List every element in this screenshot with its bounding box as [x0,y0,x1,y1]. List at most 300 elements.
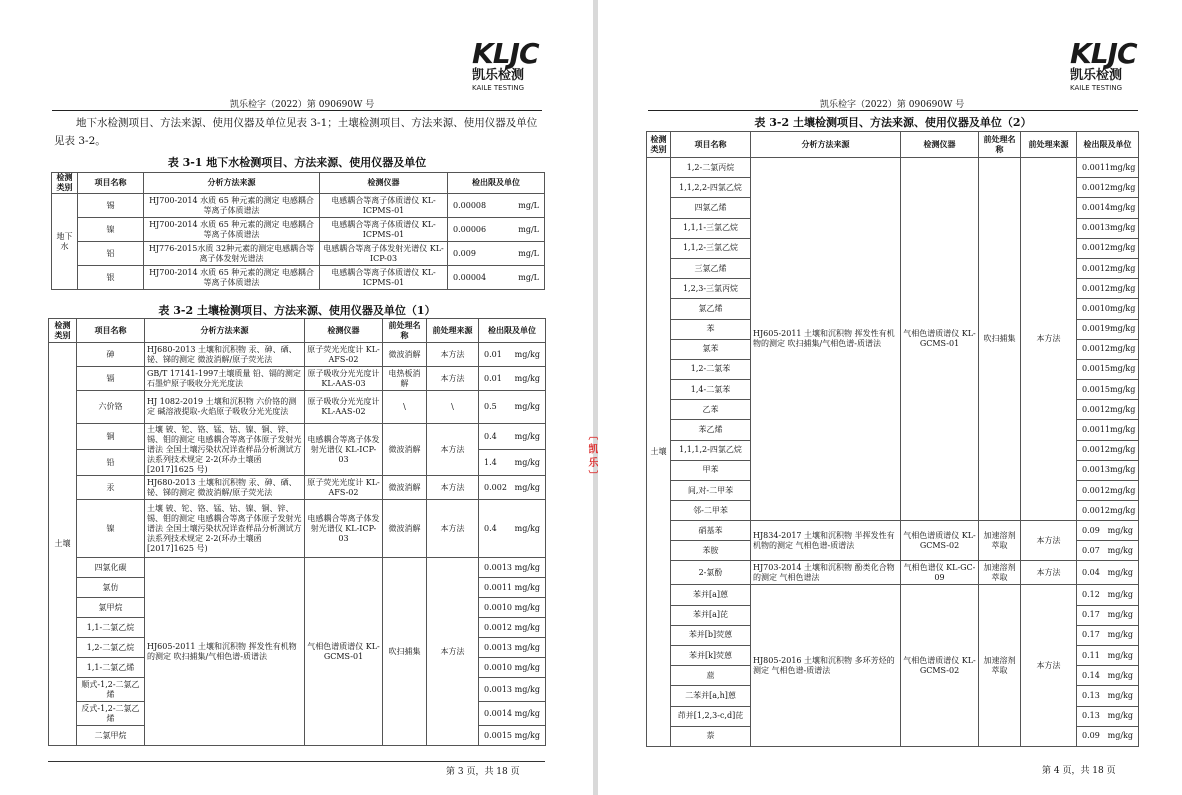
logo-en: KAILE TESTING [1070,84,1123,92]
item-cell: 铝 [78,242,144,266]
limit-wrap [1079,506,1136,516]
table-row [49,343,546,367]
limit-unit: mg/kg [1110,303,1136,313]
method-cell: HJ605-2011 土壤和沉积物 挥发性有机物的测定 吹扫捕集/气相色谱-质谱法 [751,158,901,521]
seal-stamp-fragment: 〔 凯 乐 〕 [586,430,597,481]
table-row [49,391,546,424]
limit-unit: mg/kg [514,662,540,672]
limit-cell [479,391,546,424]
instrument-cell: 原子吸收分光光度计KL-AAS-03 [305,367,383,391]
limit-unit: mg/kg [1110,404,1136,414]
limit-wrap [1079,526,1136,536]
limit-wrap [1079,203,1136,213]
limit-unit: mg/kg [1110,283,1136,293]
limit-wrap [1079,486,1136,496]
limit-unit: mg/kg [514,622,540,632]
header-rule [52,110,542,111]
intro-paragraph: 地下水检测项目、方法来源、使用仪器及单位见表 3-1；土壤检测项目、方法来源、使用仪器及单位见表 3-2。 [54,117,538,147]
limit-cell [1077,605,1139,625]
limit-cell [479,476,546,500]
limit-cell [479,424,546,450]
logo-en: KAILE TESTING [472,84,525,92]
limit-value: 0.0012 [1082,344,1110,354]
method-cell: HJ776-2015水质 32种元素的测定电感耦合等离子体发射光谱法 [144,242,320,266]
header-cell: 项目名称 [77,319,145,343]
report-number: 凯乐检字（2022）第 090690W 号 [230,100,375,110]
limit-wrap [481,643,543,653]
limit-value: 1.4 [484,457,497,467]
limit-wrap [1079,284,1136,294]
table-row [52,266,545,290]
limit-value: 0.09 [1082,731,1100,741]
limit-value: 0.00004 [453,272,487,282]
table-header-row [49,319,546,343]
limit-wrap [1079,183,1136,193]
limit-wrap [481,458,543,468]
method-cell: HJ834-2017 土壤和沉积物 半挥发性有机物的测定 气相色谱-质谱法 [751,521,901,561]
company-logo [1070,37,1137,93]
limit-cell [479,598,546,618]
limit-unit: mg/kg [1107,567,1133,577]
pretreatment-source-cell: 本方法 [427,367,479,391]
table-header-row [647,132,1139,158]
item-cell: 苯并[b]荧蒽 [671,625,751,645]
instrument-cell: 电感耦合等离子体质谱仪 KL-ICPMS-01 [320,194,448,218]
limit-wrap [1079,425,1136,435]
limit-value: 0.0015 [484,730,512,740]
table-row [49,500,546,558]
item-cell: 1,1,2,2-四氯乙烷 [671,178,751,198]
limit-cell [1077,258,1139,278]
item-cell: 1,1,1,2-四氯乙烷 [671,440,751,460]
table-3-1 [51,172,545,290]
limit-unit: mg/L [518,200,539,210]
limit-cell [1077,198,1139,218]
limit-value: 0.0013 [484,562,512,572]
limit-cell [1077,460,1139,480]
pretreatment-source-cell: 本方法 [1021,585,1077,747]
limit-wrap [450,273,542,283]
pretreatment-name-cell: 吹扫捕集 [979,158,1021,521]
limit-wrap [450,201,542,211]
category-cell: 土壤 [49,343,77,746]
limit-wrap [1079,651,1136,661]
limit-unit: mg/kg [1107,630,1133,640]
table-header-row [52,173,545,194]
limit-unit: mg/kg [1107,610,1133,620]
limit-cell [479,702,546,726]
method-cell: HJ805-2016 土壤和沉积物 多环芳烃的测定 气相色谱-质谱法 [751,585,901,747]
header-cell: 分析方法来源 [144,173,320,194]
limit-unit: mg/kg [1110,445,1136,455]
limit-value: 0.0010 [484,662,512,672]
limit-unit: mg/kg [1107,670,1133,680]
limit-cell [1077,686,1139,706]
limit-unit: mg/kg [1107,690,1133,700]
item-cell: 2-氯酚 [671,561,751,585]
pretreatment-name-cell: 加速溶剂萃取 [979,585,1021,747]
pretreatment-source-cell: 本方法 [1021,561,1077,585]
limit-cell [1077,420,1139,440]
table-3-2-part2 [646,131,1139,747]
limit-unit: mg/kg [514,602,540,612]
header-cell: 项目名称 [671,132,751,158]
limit-value: 0.0011 [1082,162,1110,172]
item-cell: 六价铬 [77,391,145,424]
limit-wrap [481,603,543,613]
limit-wrap [1079,445,1136,455]
limit-wrap [481,432,543,442]
limit-unit: mg/kg [1110,182,1136,192]
limit-cell [479,343,546,367]
pretreatment-name-cell: 电热板消解 [383,367,427,391]
limit-cell [479,638,546,658]
method-cell: HJ700-2014 水质 65 种元素的测定 电感耦合等离子体质谱法 [144,266,320,290]
limit-wrap [1079,691,1136,701]
limit-cell [1077,440,1139,460]
limit-wrap [1079,304,1136,314]
page-4 [598,0,1182,795]
item-cell: 1,1-二氯乙烷 [77,618,145,638]
item-cell: 苯并[k]荧蒽 [671,645,751,665]
limit-value: 0.0012 [1082,283,1110,293]
limit-value: 0.0012 [1082,243,1110,253]
table-3-2a-caption: 表 3-2 土壤检测项目、方法来源、使用仪器及单位（1） [158,304,436,317]
limit-cell [448,194,545,218]
limit-value: 0.01 [484,349,502,359]
limit-value: 0.17 [1082,630,1100,640]
limit-unit: mg/kg [1110,425,1136,435]
limit-wrap [481,709,543,719]
limit-unit: mg/kg [514,582,540,592]
item-cell: 铜 [77,424,145,450]
header-cell: 前处理来源 [1021,132,1077,158]
limit-wrap [1079,630,1136,640]
limit-value: 0.09 [1082,525,1100,535]
limit-unit: mg/kg [514,349,540,359]
item-cell: 银 [78,266,144,290]
limit-wrap [481,483,543,493]
item-cell: 1,2-二氯丙烷 [671,158,751,178]
limit-wrap [1079,264,1136,274]
limit-wrap [1079,344,1136,354]
limit-cell [1077,521,1139,541]
item-cell: 二氯甲烷 [77,726,145,746]
limit-wrap [1079,465,1136,475]
limit-value: 0.0019 [1082,324,1110,334]
header-cell: 检出限及单位 [1077,132,1139,158]
pretreatment-name-cell: 加速溶剂萃取 [979,521,1021,561]
report-number: 凯乐检字（2022）第 090690W 号 [820,100,965,110]
table-row [52,194,545,218]
limit-unit: mg/kg [1110,364,1136,374]
pretreatment-name-cell: \ [383,391,427,424]
pretreatment-source-cell: 本方法 [427,500,479,558]
item-cell: 砷 [77,343,145,367]
limit-unit: mg/kg [1107,711,1133,721]
item-cell: 邻-二甲苯 [671,501,751,521]
limit-unit: mg/kg [514,457,540,467]
pretreatment-source-cell: 本方法 [427,476,479,500]
limit-unit: mg/kg [1110,202,1136,212]
item-cell: 䓛 [671,666,751,686]
header-cell: 检测仪器 [320,173,448,194]
limit-unit: mg/kg [1107,731,1133,741]
limit-value: 0.11 [1082,650,1100,660]
limit-cell [1077,481,1139,501]
limit-wrap [1079,163,1136,173]
limit-value: 0.17 [1082,610,1100,620]
item-cell: 汞 [77,476,145,500]
limit-wrap [1079,405,1136,415]
limit-unit: mg/L [518,224,539,234]
category-cell: 地下水 [52,194,78,290]
limit-unit: mg/kg [514,523,540,533]
limit-value: 0.0015 [1082,384,1110,394]
limit-value: 0.0015 [1082,364,1110,374]
limit-unit: mg/L [518,272,539,282]
limit-unit: mg/kg [514,373,540,383]
table-row [647,521,1139,541]
header-cell: 检出限及单位 [479,319,546,343]
instrument-cell: 电感耦合等离子体发射光谱仪 KL-ICP-03 [320,242,448,266]
pretreatment-source-cell: 本方法 [1021,521,1077,561]
limit-cell [1077,561,1139,585]
table-3-2-part1 [48,318,546,746]
item-cell: 乙苯 [671,400,751,420]
method-cell: 土壤 铍、铊、铬、锰、钴、镍、铜、锌、锡、钼的测定 电感耦合等离子体原子发射光谱法 全国土壤污染状况详查样品分析测试方法系列技术规定 2-2(环办土壤函[2017]1625 号) [145,424,305,476]
limit-cell [1077,218,1139,238]
limit-unit: mg/kg [514,431,540,441]
item-cell: 氯乙烯 [671,299,751,319]
instrument-cell: 电感耦合等离子体发射光谱仪 KL-ICP-03 [305,500,383,558]
pretreatment-source-cell: 本方法 [427,558,479,746]
limit-unit: mg/kg [514,642,540,652]
limit-cell [1077,666,1139,686]
item-cell: 四氯乙烯 [671,198,751,218]
limit-value: 0.14 [1082,670,1100,680]
limit-value: 0.0012 [1082,263,1110,273]
instrument-cell: 原子荧光光度计 KL-AFS-02 [305,343,383,367]
pretreatment-name-cell: 微波消解 [383,424,427,476]
item-cell: 1,2,3-三氯丙烷 [671,279,751,299]
limit-cell [479,618,546,638]
limit-cell [448,242,545,266]
limit-value: 0.0013 [1082,223,1110,233]
table-row [49,424,546,450]
limit-value: 0.00008 [453,200,487,210]
instrument-cell: 电感耦合等离子体质谱仪 KL-ICPMS-01 [320,266,448,290]
item-cell: 间,对-二甲苯 [671,481,751,501]
item-cell: 镍 [77,500,145,558]
item-cell: 顺式-1,2-二氯乙烯 [77,678,145,702]
limit-cell [1077,299,1139,319]
limit-cell [479,658,546,678]
limit-value: 0.5 [484,402,497,411]
method-cell: HJ680-2013 土壤和沉积物 汞、砷、硒、铋、锑的测定 微波消解/原子荧光法 [145,343,305,367]
limit-cell [1077,585,1139,605]
table-row [647,585,1139,605]
table-row [49,558,546,578]
limit-wrap [1079,243,1136,253]
limit-unit: mg/kg [1107,589,1133,599]
limit-unit: mg/kg [1110,263,1136,273]
limit-cell [1077,178,1139,198]
instrument-cell: 原子吸收分光光度计 KL-AAS-02 [305,391,383,424]
item-cell: 茚并[1,2,3-c,d]芘 [671,706,751,726]
pretreatment-name-cell: 吹扫捕集 [383,558,427,746]
logo-mark: KLJC [1070,37,1137,70]
limit-cell [1077,158,1139,178]
instrument-cell: 原子荧光光度计 KL-AFS-02 [305,476,383,500]
method-cell: HJ700-2014 水质 65 种元素的测定 电感耦合等离子体质谱法 [144,194,320,218]
limit-cell [1077,380,1139,400]
pretreatment-name-cell: 微波消解 [383,343,427,367]
limit-wrap [481,663,543,673]
limit-unit: mg/kg [1110,465,1136,475]
header-cell: 检测类别 [647,132,671,158]
limit-unit: mg/kg [514,684,540,694]
limit-value: 0.009 [453,248,476,258]
limit-unit: mg/kg [1110,162,1136,172]
item-cell: 苯并[a]芘 [671,605,751,625]
table-3-1-caption: 表 3-1 地下水检测项目、方法来源、使用仪器及单位 [167,156,427,169]
limit-wrap [481,563,543,573]
instrument-cell: 气相色谱质谱仪 KL-GCMS-02 [901,585,979,747]
item-cell: 苯 [671,319,751,339]
limit-cell [1077,238,1139,258]
limit-unit: mg/kg [514,730,540,740]
header-cell: 检测类别 [49,319,77,343]
limit-value: 0.0012 [484,622,512,632]
limit-value: 0.13 [1082,711,1100,721]
limit-cell [1077,319,1139,339]
limit-unit: mg/kg [1107,650,1133,660]
limit-value: 0.13 [1082,690,1100,700]
limit-cell [1077,541,1139,561]
item-cell: 氯甲烷 [77,598,145,618]
item-cell: 1,4-二氯苯 [671,380,751,400]
page-footer: 第 3 页，共 18 页 [446,767,520,777]
limit-wrap [1079,546,1136,556]
limit-wrap [1079,324,1136,334]
limit-unit: mg/kg [1107,545,1133,555]
limit-cell [1077,279,1139,299]
limit-wrap [450,225,542,235]
pretreatment-source-cell: \ [427,391,479,424]
category-cell: 土壤 [647,158,671,747]
method-cell: HJ703-2014 土壤和沉积物 酚类化合物的测定 气相色谱法 [751,561,901,585]
method-cell: HJ680-2013 土壤和沉积物 汞、砷、硒、铋、锑的测定 微波消解/原子荧光法 [145,476,305,500]
table-row [49,476,546,500]
limit-value: 0.4 [484,523,497,533]
limit-wrap [1079,610,1136,620]
method-cell: 土壤 铍、铊、铬、锰、钴、镍、铜、锌、锡、钼的测定 电感耦合等离子体原子发射光谱法 全国土壤污染状况详查样品分析测试方法系列技术规定 2-2(环办土壤函[2017]1625 号) [145,500,305,558]
item-cell: 镍 [78,218,144,242]
limit-wrap [481,623,543,633]
limit-wrap [1079,385,1136,395]
item-cell: 二苯并[a,h]蒽 [671,686,751,706]
table-row [52,218,545,242]
company-logo [472,37,539,93]
limit-unit: mg/kg [514,562,540,572]
limit-unit: mg/kg [1110,505,1136,515]
header-cell: 前处理名称 [979,132,1021,158]
header-cell: 检测仪器 [305,319,383,343]
pretreatment-source-cell: 本方法 [1021,158,1077,521]
item-cell: 萘 [671,726,751,746]
limit-value: 0.0012 [1082,445,1110,455]
method-cell: GB/T 17141-1997土壤质量 铅、镉的测定 石墨炉原子吸收分光光度法 [145,367,305,391]
limit-cell [479,367,546,391]
table-row [49,367,546,391]
pretreatment-source-cell: 本方法 [427,424,479,476]
limit-wrap [1079,364,1136,374]
header-cell: 检测仪器 [901,132,979,158]
limit-value: 0.01 [484,373,502,383]
limit-unit: mg/kg [1107,525,1133,535]
item-cell: 三氯乙烯 [671,258,751,278]
pretreatment-source-cell: 本方法 [427,343,479,367]
footer-rule [48,761,545,762]
item-cell: 四氯化碳 [77,558,145,578]
limit-cell [448,266,545,290]
limit-cell [1077,645,1139,665]
limit-cell [479,558,546,578]
instrument-cell: 气相色谱仪 KL-GC-09 [901,561,979,585]
method-cell: HJ700-2014 水质 65 种元素的测定 电感耦合等离子体质谱法 [144,218,320,242]
page-footer: 第 4 页，共 18 页 [1042,766,1116,776]
instrument-cell: 电感耦合等离子体发射光谱仪 KL-ICP-03 [305,424,383,476]
method-cell: HJ605-2011 土壤和沉积物 挥发性有机物的测定 吹扫捕集/气相色谱-质谱法 [145,558,305,746]
limit-cell [1077,339,1139,359]
limit-wrap [481,685,543,695]
table-row [647,158,1139,178]
limit-value: 0.0013 [1082,465,1110,475]
limit-cell [479,678,546,702]
item-cell: 反式-1,2-二氯乙烯 [77,702,145,726]
limit-unit: mg/L [518,248,539,258]
table-row [52,242,545,266]
item-cell: 甲苯 [671,460,751,480]
logo-cn: 凯乐检测 [472,68,525,83]
limit-value: 0.0013 [484,684,512,694]
limit-wrap [1079,731,1136,741]
limit-wrap [1079,223,1136,233]
limit-unit: mg/kg [1110,223,1136,233]
limit-value: 0.4 [484,431,497,441]
limit-wrap [481,402,543,412]
method-cell: HJ 1082-2019 土壤和沉积物 六价铬的测定 碱溶液提取-火焰原子吸收分光光度法 [145,391,305,424]
limit-cell [1077,501,1139,521]
limit-cell [1077,706,1139,726]
item-cell: 锡 [78,194,144,218]
header-cell: 项目名称 [78,173,144,194]
item-cell: 1,1,2-三氯乙烷 [671,238,751,258]
limit-cell [1077,400,1139,420]
instrument-cell: 气相色谱质谱仪 KL-GCMS-01 [901,158,979,521]
limit-wrap [481,524,543,534]
limit-cell [479,578,546,598]
limit-unit: mg/kg [1110,243,1136,253]
limit-wrap [1079,671,1136,681]
limit-cell [479,726,546,746]
item-cell: 氯仿 [77,578,145,598]
limit-unit: mg/kg [1110,485,1136,495]
item-cell: 1,2-二氯乙烷 [77,638,145,658]
item-cell: 氯苯 [671,339,751,359]
header-cell: 检出限及单位 [448,173,545,194]
